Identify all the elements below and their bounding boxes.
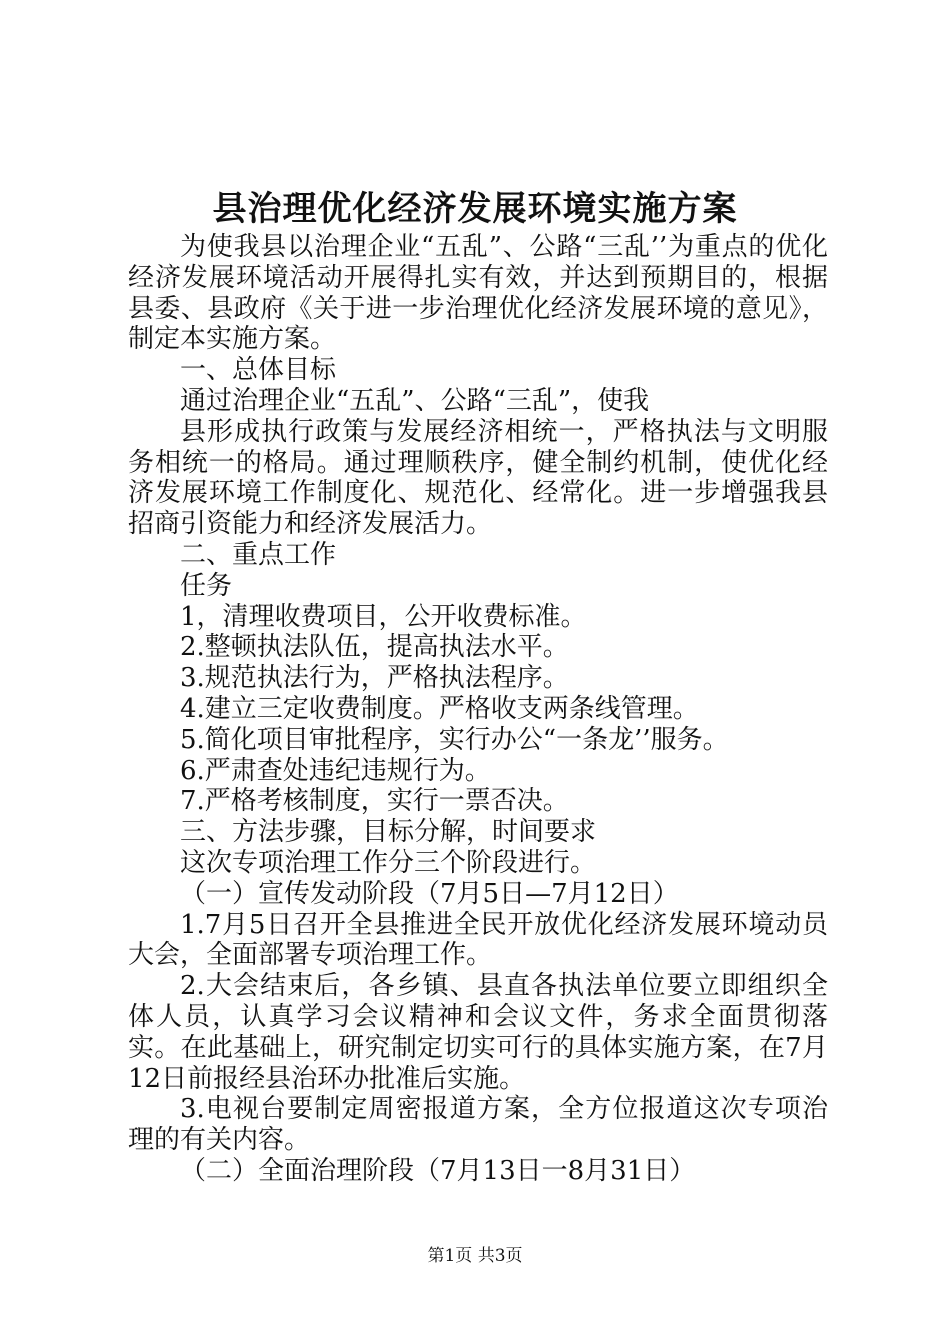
section-heading: 一、总体目标	[180, 355, 337, 386]
paragraph: 1.7月5日召开全县推进全民开放优化经济发展环境动员大会，全面部署专项治理工作。	[128, 909, 828, 971]
paragraph: 县形成执行政策与发展经济相统一，严格执法与文明服务相统一的格局。通过理顺秩序，健全制约机制，使优化经济发展环境工作制度化、规范化、经常化。进一步增强我县招商引资能力和经济发展活力。	[128, 416, 828, 540]
paragraph: 3.电视台要制定周密报道方案，全方位报道这次专项治理的有关内容。	[128, 1094, 828, 1156]
list-item: 2.整顿执法队伍，提高执法水平。	[180, 632, 569, 663]
paragraph: 通过治理企业“五乱”、公路“三乱”，使我	[180, 385, 650, 416]
page-number-footer: 第1页 共3页	[427, 1246, 523, 1266]
paragraph: 任务	[180, 570, 233, 601]
paragraph: 这次专项治理工作分三个阶段进行。	[180, 847, 597, 878]
subsection-heading: （一）宣传发动阶段（7月5日—7月12日）	[180, 878, 679, 909]
paragraph: 为使我县以治理企业“五乱”、公路“三乱’’为重点的优化经济发展环境活动开展得扎实有效，并达到预期目的，根据县委、县政府《关于进一步治理优化经济发展环境的意见》，制定本实施方案。	[128, 232, 828, 355]
section-heading: 二、重点工作	[180, 539, 337, 570]
list-item: 6.严肃查处违纪违规行为。	[180, 755, 491, 786]
list-item: 7.严格考核制度，实行一票否决。	[180, 786, 569, 817]
list-item: 3.规范执法行为，严格执法程序。	[180, 663, 569, 694]
subsection-heading: （二）全面治理阶段（7月13日一8月31日）	[180, 1155, 696, 1186]
document-title: 县治理优化经济发展环境实施方案	[212, 189, 738, 229]
document-body	[128, 232, 828, 1187]
section-heading: 三、方法步骤，目标分解，时间要求	[180, 817, 597, 848]
list-item: 4.建立三定收费制度。严格收支两条线管理。	[180, 693, 699, 724]
list-item: 1，清理收费项目，公开收费标准。	[180, 601, 587, 632]
list-item: 5.简化项目审批程序，实行办公“一条龙’’服务。	[180, 724, 729, 755]
paragraph: 2.大会结束后，各乡镇、县直各执法单位要立即组织全体人员，认真学习会议精神和会议文件，务求全面贯彻落实。在此基础上，研究制定切实可行的具体实施方案，在7月12日前报经县治环办批准后实施。	[128, 971, 828, 1094]
